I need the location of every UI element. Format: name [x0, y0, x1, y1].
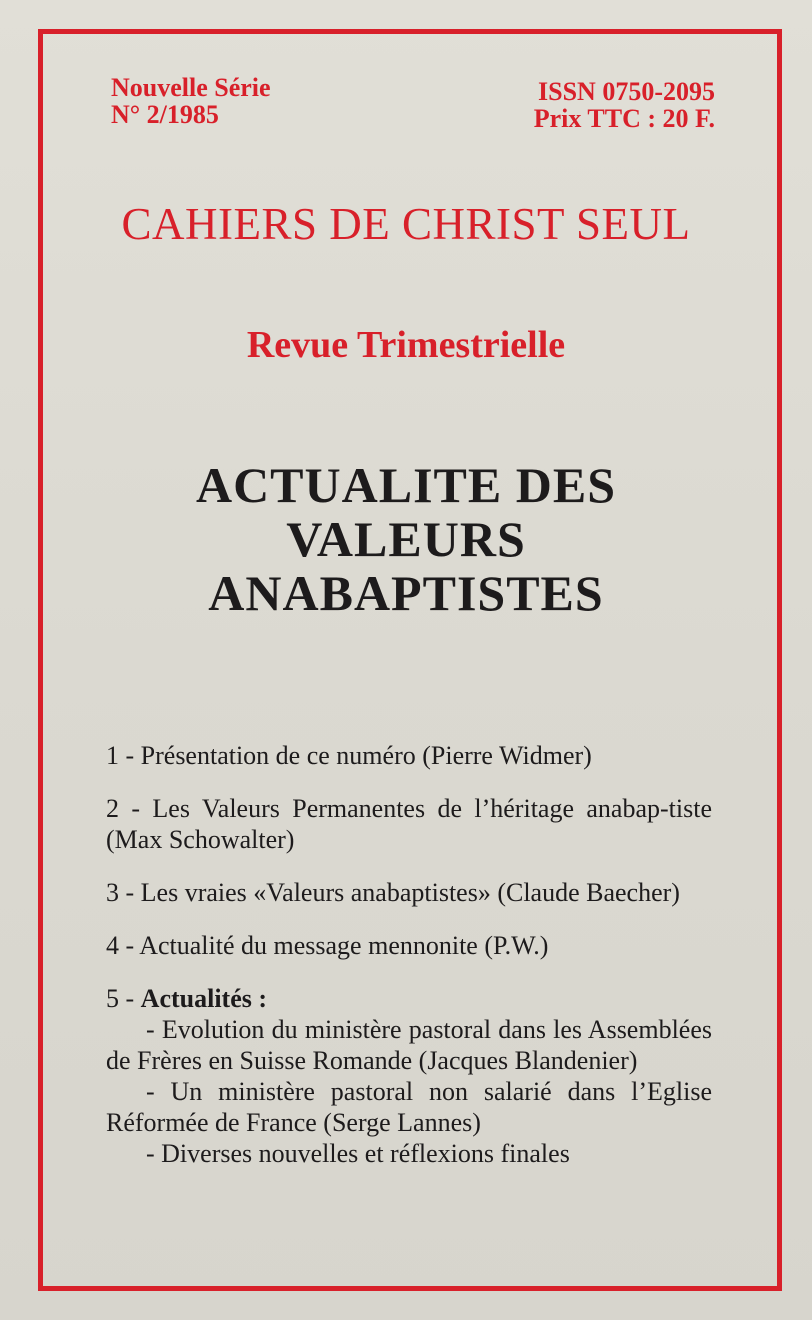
header-left — [111, 74, 271, 128]
issn-label: ISSN 0750-2095 — [538, 77, 715, 106]
contents-subitem-2: - Un ministère pastoral non salarié dans l’Eglise Réformée de France (Serge Lannes) — [106, 1077, 712, 1137]
contents-subitem-1: - Evolution du ministère pastoral dans les Assemblées de Frères en Suisse Romande (Jacques Blandenier) — [106, 1015, 712, 1075]
contents-subitem-3: - Diverses nouvelles et réflexions finales — [146, 1139, 570, 1168]
journal-title: CAHIERS DE CHRIST SEUL — [121, 199, 691, 249]
contents-item-1: 1 - Présentation de ce numéro (Pierre Widmer) — [106, 741, 592, 770]
issue-title-line-2: VALEURS — [286, 511, 526, 567]
contents-item-5 — [106, 983, 712, 1169]
contents-item-3: 3 - Les vraies «Valeurs anabaptistes» (Claude Baecher) — [106, 878, 680, 907]
series-label: Nouvelle Série — [111, 73, 271, 102]
issue-number: N° 2/1985 — [111, 100, 219, 129]
price-label: Prix TTC : 20 F. — [533, 104, 715, 133]
contents-item-2: 2 - Les Valeurs Permanentes de l’héritage anabap-tiste (Max Schowalter) — [106, 794, 712, 854]
journal-subtitle: Revue Trimestrielle — [246, 324, 566, 366]
table-of-contents — [106, 740, 712, 1169]
contents-item-5-heading — [106, 983, 712, 1014]
issue-title-line-1: ACTUALITE DES — [195, 457, 617, 513]
header-right — [534, 78, 715, 132]
issue-title — [0, 458, 812, 620]
contents-item-5-number: 5 - — [106, 984, 141, 1013]
contents-item-5-label: Actualités : — [140, 984, 268, 1013]
issue-title-line-3: ANABAPTISTES — [208, 565, 604, 621]
contents-item-4: 4 - Actualité du message mennonite (P.W.) — [106, 931, 549, 960]
